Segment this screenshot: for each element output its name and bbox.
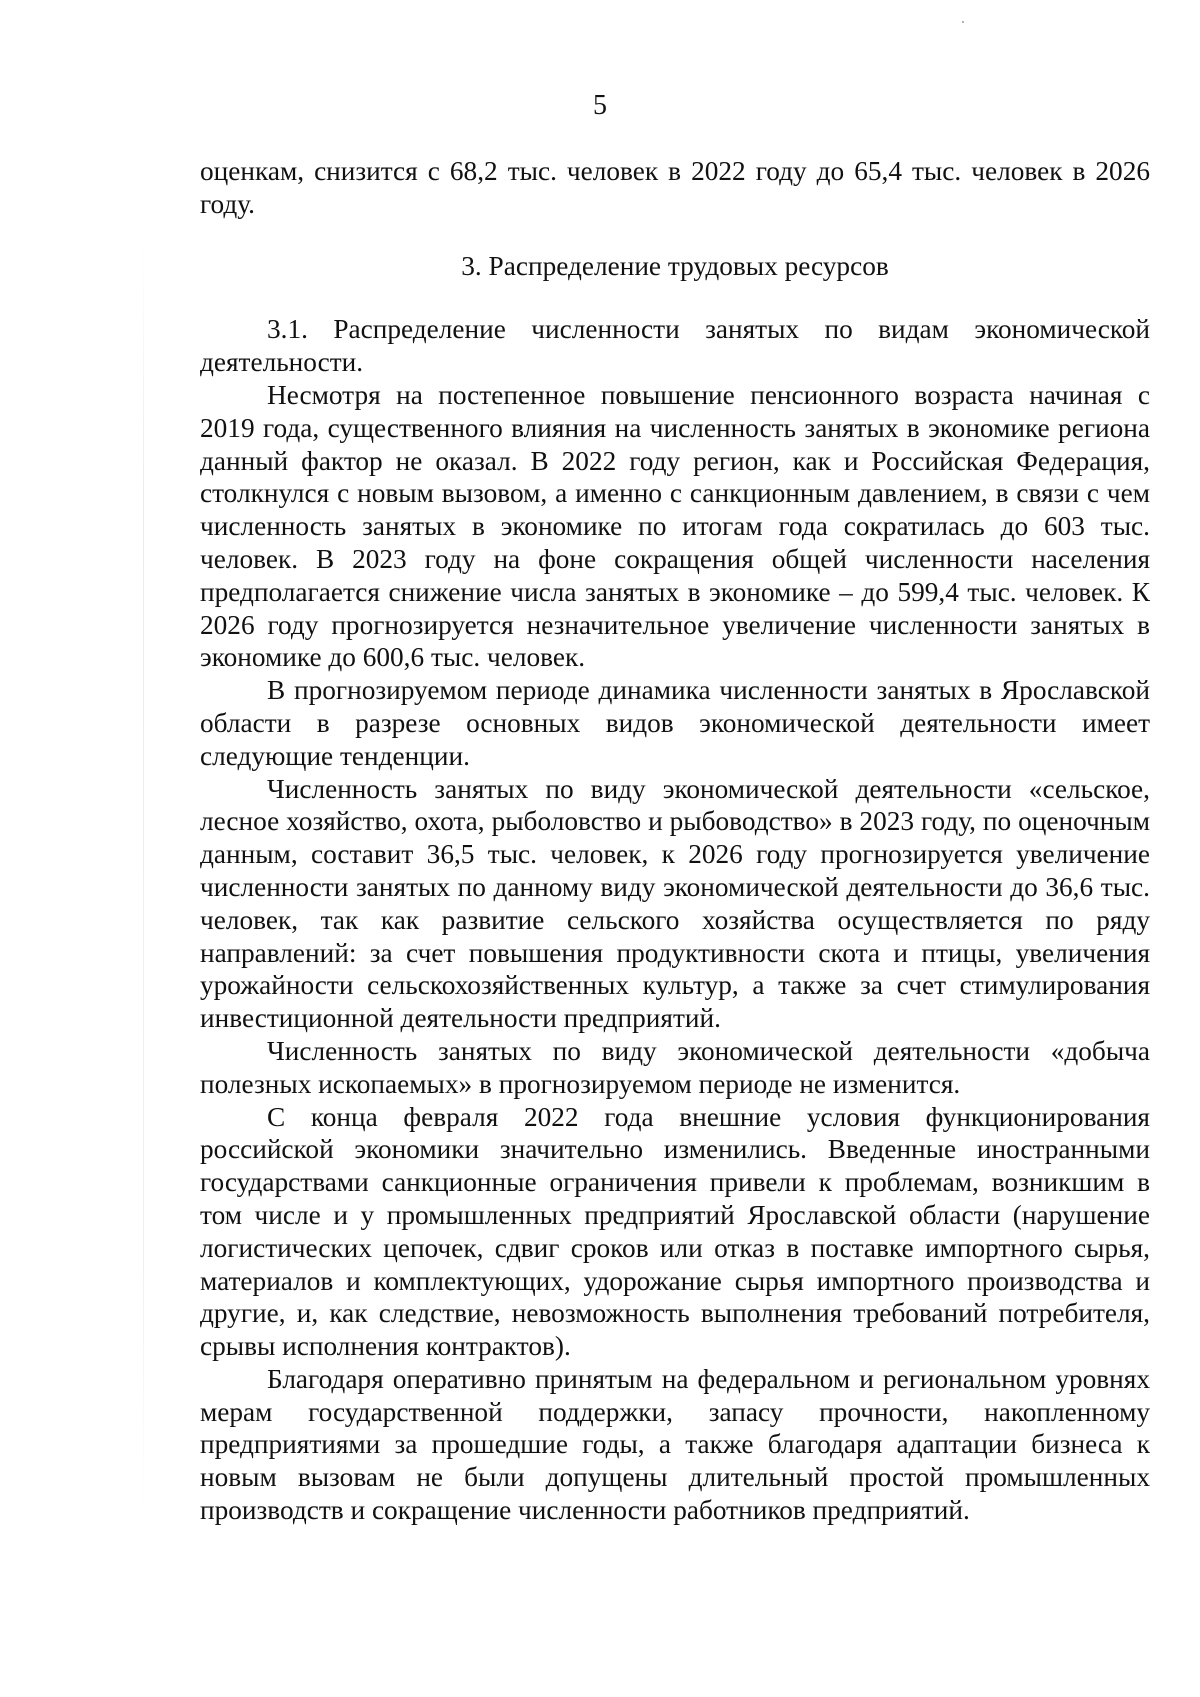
- paragraph: В прогнозируемом периоде динамика численности занятых в Ярославской области в разрезе основных видов экономической деятельности имеет следующие тенденции.: [200, 675, 1150, 771]
- document-body: [200, 155, 1150, 1527]
- opening-paragraph: оценкам, снизится с 68,2 тыс. человек в 2022 году до 65,4 тыс. человек в 2026 году.: [200, 156, 1150, 219]
- paragraph: Численность занятых по виду экономической деятельности «добыча полезных ископаемых» в прогнозируемом периоде не изменится.: [200, 1035, 1150, 1099]
- scan-artifact: [962, 21, 964, 23]
- section-heading: 3. Распределение трудовых ресурсов: [461, 250, 889, 281]
- paragraph: С конца февраля 2022 года внешние условия функционирования российской экономики значительно изменились. Введенные иностранными государствами санкционные ограничения привели к проблемам, возникшим в том числе и у промышленных предприятий Ярославской области (нарушение логистических цепочек, сдвиг сроков или отказ в поставке импортного сырья, материалов и комплектующих, удорожание сырья импортного производства и другие, и, как следствие, невозможность выполнения требований потребителя, срывы исполнения контрактов).: [200, 1101, 1150, 1362]
- scan-artifact: [143, 240, 144, 1520]
- paragraph: Численность занятых по виду экономической деятельности «сельское, лесное хозяйство, охота, рыболовство и рыбоводство» в 2023 году, по оценочным данным, составит 36,5 тыс. человек, к 2026 году прогнозируется увеличение численности занятых по данному виду экономической деятельности до 36,6 тыс. человек, так как развитие сельского хозяйства осуществляется по ряду направлений: за счет повышения продуктивности скота и птицы, увеличения урожайности сельскохозяйственных культур, а также за счет стимулирования инвестиционной деятельности предприятий.: [200, 773, 1150, 1034]
- paragraph: Несмотря на постепенное повышение пенсионного возраста начиная с 2019 года, существенного влияния на численность занятых в экономике региона данный фактор не оказал. В 2022 году регион, как и Российская Федерация, столкнулся с новым вызовом, а именно с санкционным давлением, в связи с чем численность занятых в экономике по итогам года сократилась до 603 тыс. человек. В 2023 году на фоне сокращения общей численности населения предполагается снижение числа занятых в экономике – до 599,4 тыс. человек. К 2026 году прогнозируется незначительное увеличение численности занятых в экономике до 600,6 тыс. человек.: [200, 379, 1150, 673]
- paragraph: Благодаря оперативно принятым на федеральном и региональном уровнях мерам государственной поддержки, запасу прочности, накопленному предприятиями за прошедшие годы, а также благодаря адаптации бизнеса к новым вызовам не были допущены длительный простой промышленных производств и сокращение численности работников предприятий.: [200, 1363, 1150, 1526]
- page-number: 5: [593, 90, 607, 121]
- paragraph-subsection-title: 3.1. Распределение численности занятых по видам экономической деятельности.: [200, 314, 1150, 378]
